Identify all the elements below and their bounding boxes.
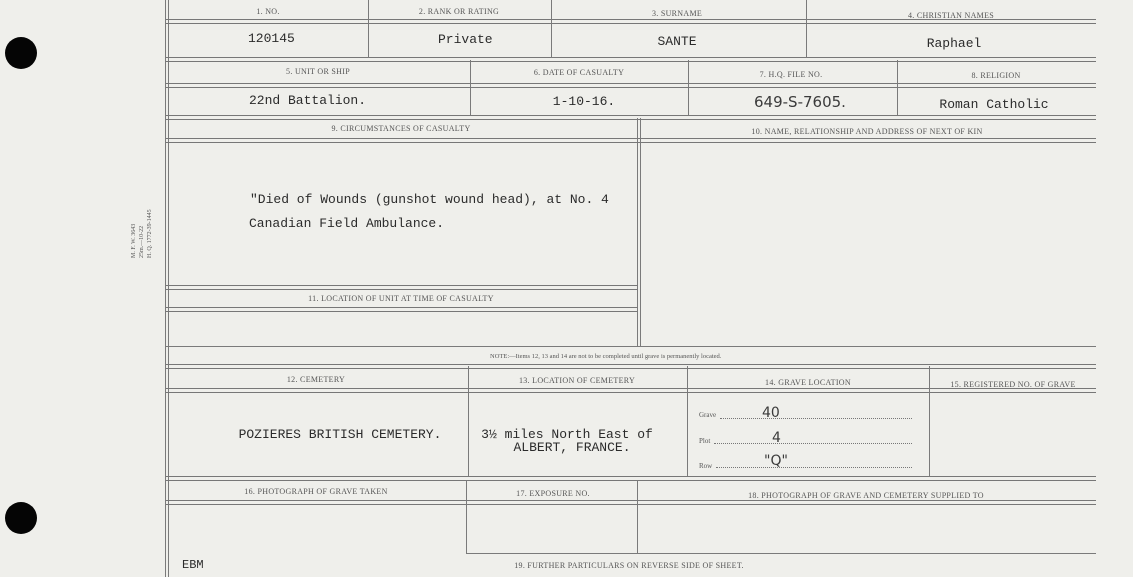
rule-note-top bbox=[166, 346, 1096, 347]
label-christian-names: 4. CHRISTIAN NAMES bbox=[907, 11, 995, 20]
rule-row5-mid bbox=[166, 500, 1096, 505]
divider bbox=[637, 480, 638, 554]
value-unit: 22nd Battalion. bbox=[249, 93, 367, 108]
divider bbox=[468, 366, 469, 476]
label-grave-location: 14. GRAVE LOCATION bbox=[765, 378, 851, 387]
value-number: 120145 bbox=[248, 31, 295, 46]
divider bbox=[368, 0, 369, 58]
value-surname: SANTE bbox=[657, 34, 697, 49]
label-surname: 3. SURNAME bbox=[651, 9, 703, 18]
label-photograph-supplied: 18. PHOTOGRAPH OF GRAVE AND CEMETERY SUPPLIED TO bbox=[748, 491, 984, 500]
label-row: Row bbox=[699, 462, 713, 470]
rule-row1-bottom bbox=[166, 57, 1096, 62]
note-text: NOTE:—Items 12, 13 and 14 are not to be completed until grave is permanently located. bbox=[490, 353, 722, 360]
punch-hole-bottom bbox=[5, 502, 37, 534]
divider bbox=[640, 118, 641, 346]
label-plot: Plot bbox=[699, 437, 711, 445]
label-rank: 2. RANK OR RATING bbox=[418, 7, 500, 16]
value-christian-names: Raphael bbox=[926, 36, 982, 51]
label-location-of-cemetery: 13. LOCATION OF CEMETERY bbox=[518, 376, 636, 385]
label-registered-no: 15. REGISTERED NO. OF GRAVE bbox=[950, 380, 1076, 389]
value-circumstances-line1: "Died of Wounds (gunshot wound head), at No. 4 bbox=[250, 192, 609, 207]
punch-hole-top bbox=[5, 37, 37, 69]
divider bbox=[806, 0, 807, 58]
initials-stamp: EBM bbox=[182, 558, 204, 572]
label-no: 1. NO. bbox=[256, 7, 280, 16]
plot-dotted-line bbox=[714, 443, 912, 444]
grave-dotted-line bbox=[720, 418, 912, 419]
value-rank: Private bbox=[438, 32, 493, 47]
rule-location-top bbox=[166, 285, 638, 290]
side-print-line: H. Q. 1772-39-1445 bbox=[147, 209, 153, 258]
divider bbox=[688, 60, 689, 115]
divider bbox=[687, 366, 688, 476]
label-exposure-no: 17. EXPOSURE NO. bbox=[516, 489, 590, 498]
rule-row4-bottom bbox=[166, 476, 1096, 481]
value-circumstances-line2: Canadian Field Ambulance. bbox=[249, 216, 445, 231]
label-file-no: 7. H.Q. FILE NO. bbox=[759, 70, 823, 79]
rule-row3-mid bbox=[166, 138, 1096, 143]
divider bbox=[897, 60, 898, 115]
rule-row5-bottom bbox=[466, 553, 1096, 554]
value-plot: 4 bbox=[772, 430, 781, 446]
value-cemetery: POZIERES BRITISH CEMETERY. bbox=[238, 427, 442, 442]
value-grave: 40 bbox=[762, 405, 780, 421]
row-dotted-line bbox=[716, 467, 912, 468]
divider bbox=[466, 480, 467, 554]
label-location-of-unit: 11. LOCATION OF UNIT AT TIME OF CASUALTY bbox=[308, 294, 494, 303]
label-cemetery: 12. CEMETERY bbox=[286, 375, 346, 384]
label-further-particulars: 19. FURTHER PARTICULARS ON REVERSE SIDE OF SHEET. bbox=[514, 561, 744, 570]
rule-row2-mid bbox=[166, 83, 1096, 88]
label-circumstances: 9. CIRCUMSTANCES OF CASUALTY bbox=[331, 124, 471, 133]
value-date: 1-10-16. bbox=[552, 94, 616, 109]
side-print-line: M. F. W. 3643 bbox=[131, 223, 137, 258]
divider bbox=[929, 366, 930, 476]
label-grave: Grave bbox=[699, 411, 717, 419]
side-print-line: 25m.—10-22 bbox=[139, 225, 145, 258]
label-date: 6. DATE OF CASUALTY bbox=[533, 68, 625, 77]
label-religion: 8. RELIGION bbox=[971, 71, 1021, 80]
value-file-no: 649-S-7605. bbox=[754, 93, 846, 111]
label-next-of-kin: 10. NAME, RELATIONSHIP AND ADDRESS OF NEXT OF KIN bbox=[751, 127, 983, 136]
rule-row2-bottom bbox=[166, 115, 1096, 120]
value-cemetery-location-line1: 3½ miles North East of bbox=[481, 427, 653, 442]
value-row: "Q" bbox=[764, 453, 788, 469]
value-cemetery-location-line2: ALBERT, FRANCE. bbox=[513, 440, 631, 455]
rule-location-mid bbox=[166, 307, 638, 312]
rule-row4-top bbox=[166, 364, 1096, 369]
divider bbox=[551, 0, 552, 58]
side-print bbox=[130, 209, 154, 258]
value-religion: Roman Catholic bbox=[939, 97, 1049, 112]
label-photograph-taken: 16. PHOTOGRAPH OF GRAVE TAKEN bbox=[244, 487, 388, 496]
divider bbox=[470, 60, 471, 115]
label-unit: 5. UNIT OR SHIP bbox=[286, 67, 350, 76]
